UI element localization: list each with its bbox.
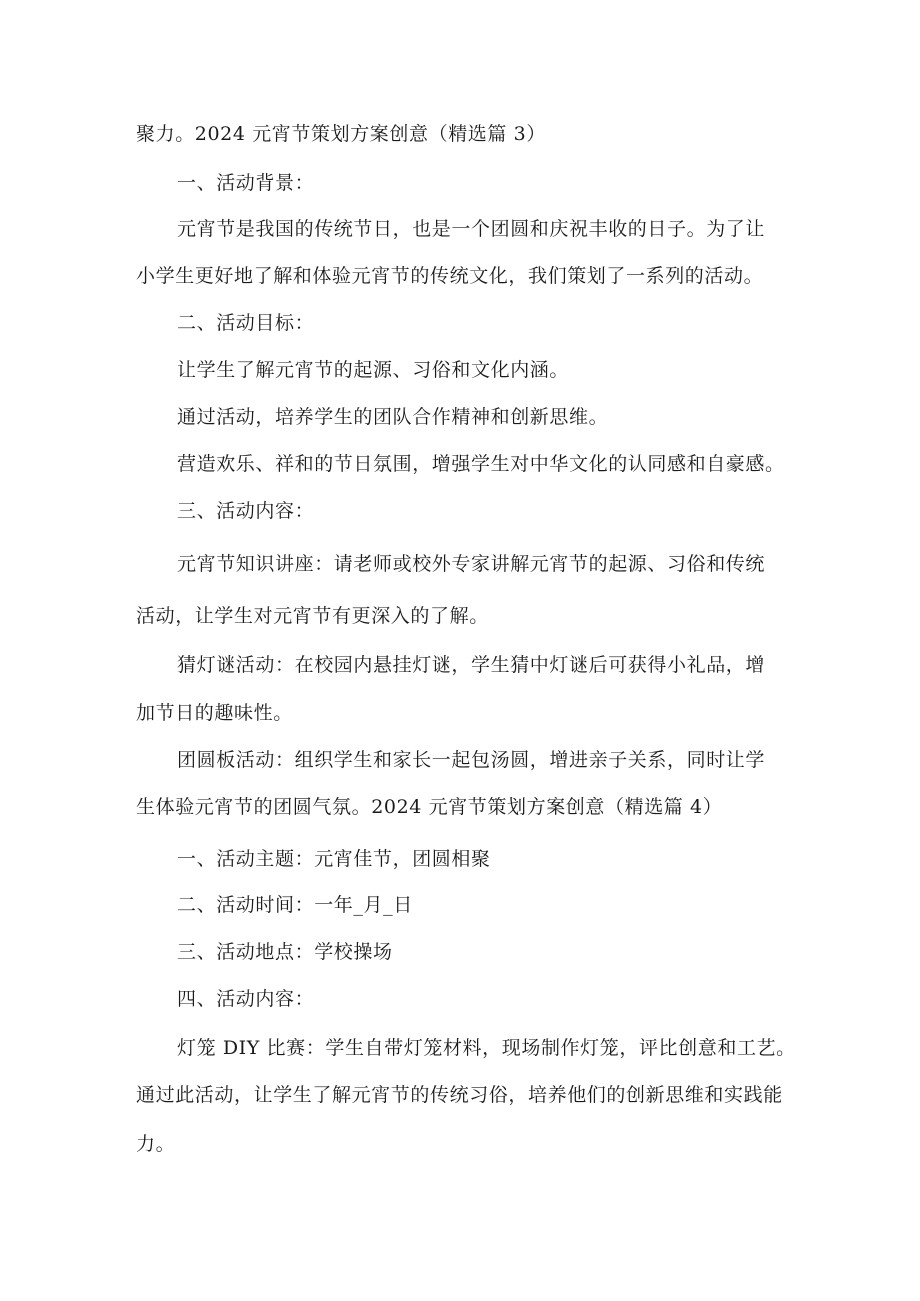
section-heading: 一、活动主题：元宵佳节，团圆相聚 <box>177 848 491 870</box>
section-heading: 二、活动目标： <box>177 312 315 334</box>
section-heading: 二、活动时间：一年_月_日 <box>177 894 413 916</box>
section-heading: 一、活动背景： <box>177 172 315 194</box>
text-line: 元宵节是我国的传统节日，也是一个团圆和庆祝丰收的日子。为了让 <box>177 218 766 240</box>
section-heading: 三、活动内容： <box>177 500 315 522</box>
text-line: 团圆板活动：组织学生和家长一起包汤圆，增进亲子关系，同时让学 <box>177 749 766 771</box>
text-line: 猜灯谜活动：在校园内悬挂灯谜，学生猜中灯谜后可获得小礼品，增 <box>177 654 766 676</box>
text-line: 灯笼 DIY 比赛：学生自带灯笼材料，现场制作灯笼，评比创意和工艺。 <box>177 1037 796 1059</box>
text-line: 通过此活动，让学生了解元宵节的传统习俗，培养他们的创新思维和实践能 <box>136 1084 783 1106</box>
text-line: 加节日的趣味性。 <box>136 702 293 724</box>
text-line: 营造欢乐、祥和的节日氛围，增强学生对中华文化的认同感和自豪感。 <box>177 453 785 475</box>
text-line: 小学生更好地了解和体验元宵节的传统文化，我们策划了一系列的活动。 <box>136 265 764 287</box>
text-line: 力。 <box>136 1133 176 1155</box>
text-line: 活动，让学生对元宵节有更深入的了解。 <box>136 605 489 627</box>
section-heading: 三、活动地点：学校操场 <box>177 941 393 963</box>
text-line: 生体验元宵节的团圆气氛。2024 元宵节策划方案创意（精选篇 4） <box>136 796 723 818</box>
text-line: 聚力。2024 元宵节策划方案创意（精选篇 3） <box>136 123 546 145</box>
text-line: 通过活动，培养学生的团队合作精神和创新思维。 <box>177 406 609 428</box>
text-line: 元宵节知识讲座：请老师或校外专家讲解元宵节的起源、习俗和传统 <box>177 553 766 575</box>
section-heading: 四、活动内容： <box>177 988 315 1010</box>
text-line: 让学生了解元宵节的起源、习俗和文化内涵。 <box>177 359 570 381</box>
